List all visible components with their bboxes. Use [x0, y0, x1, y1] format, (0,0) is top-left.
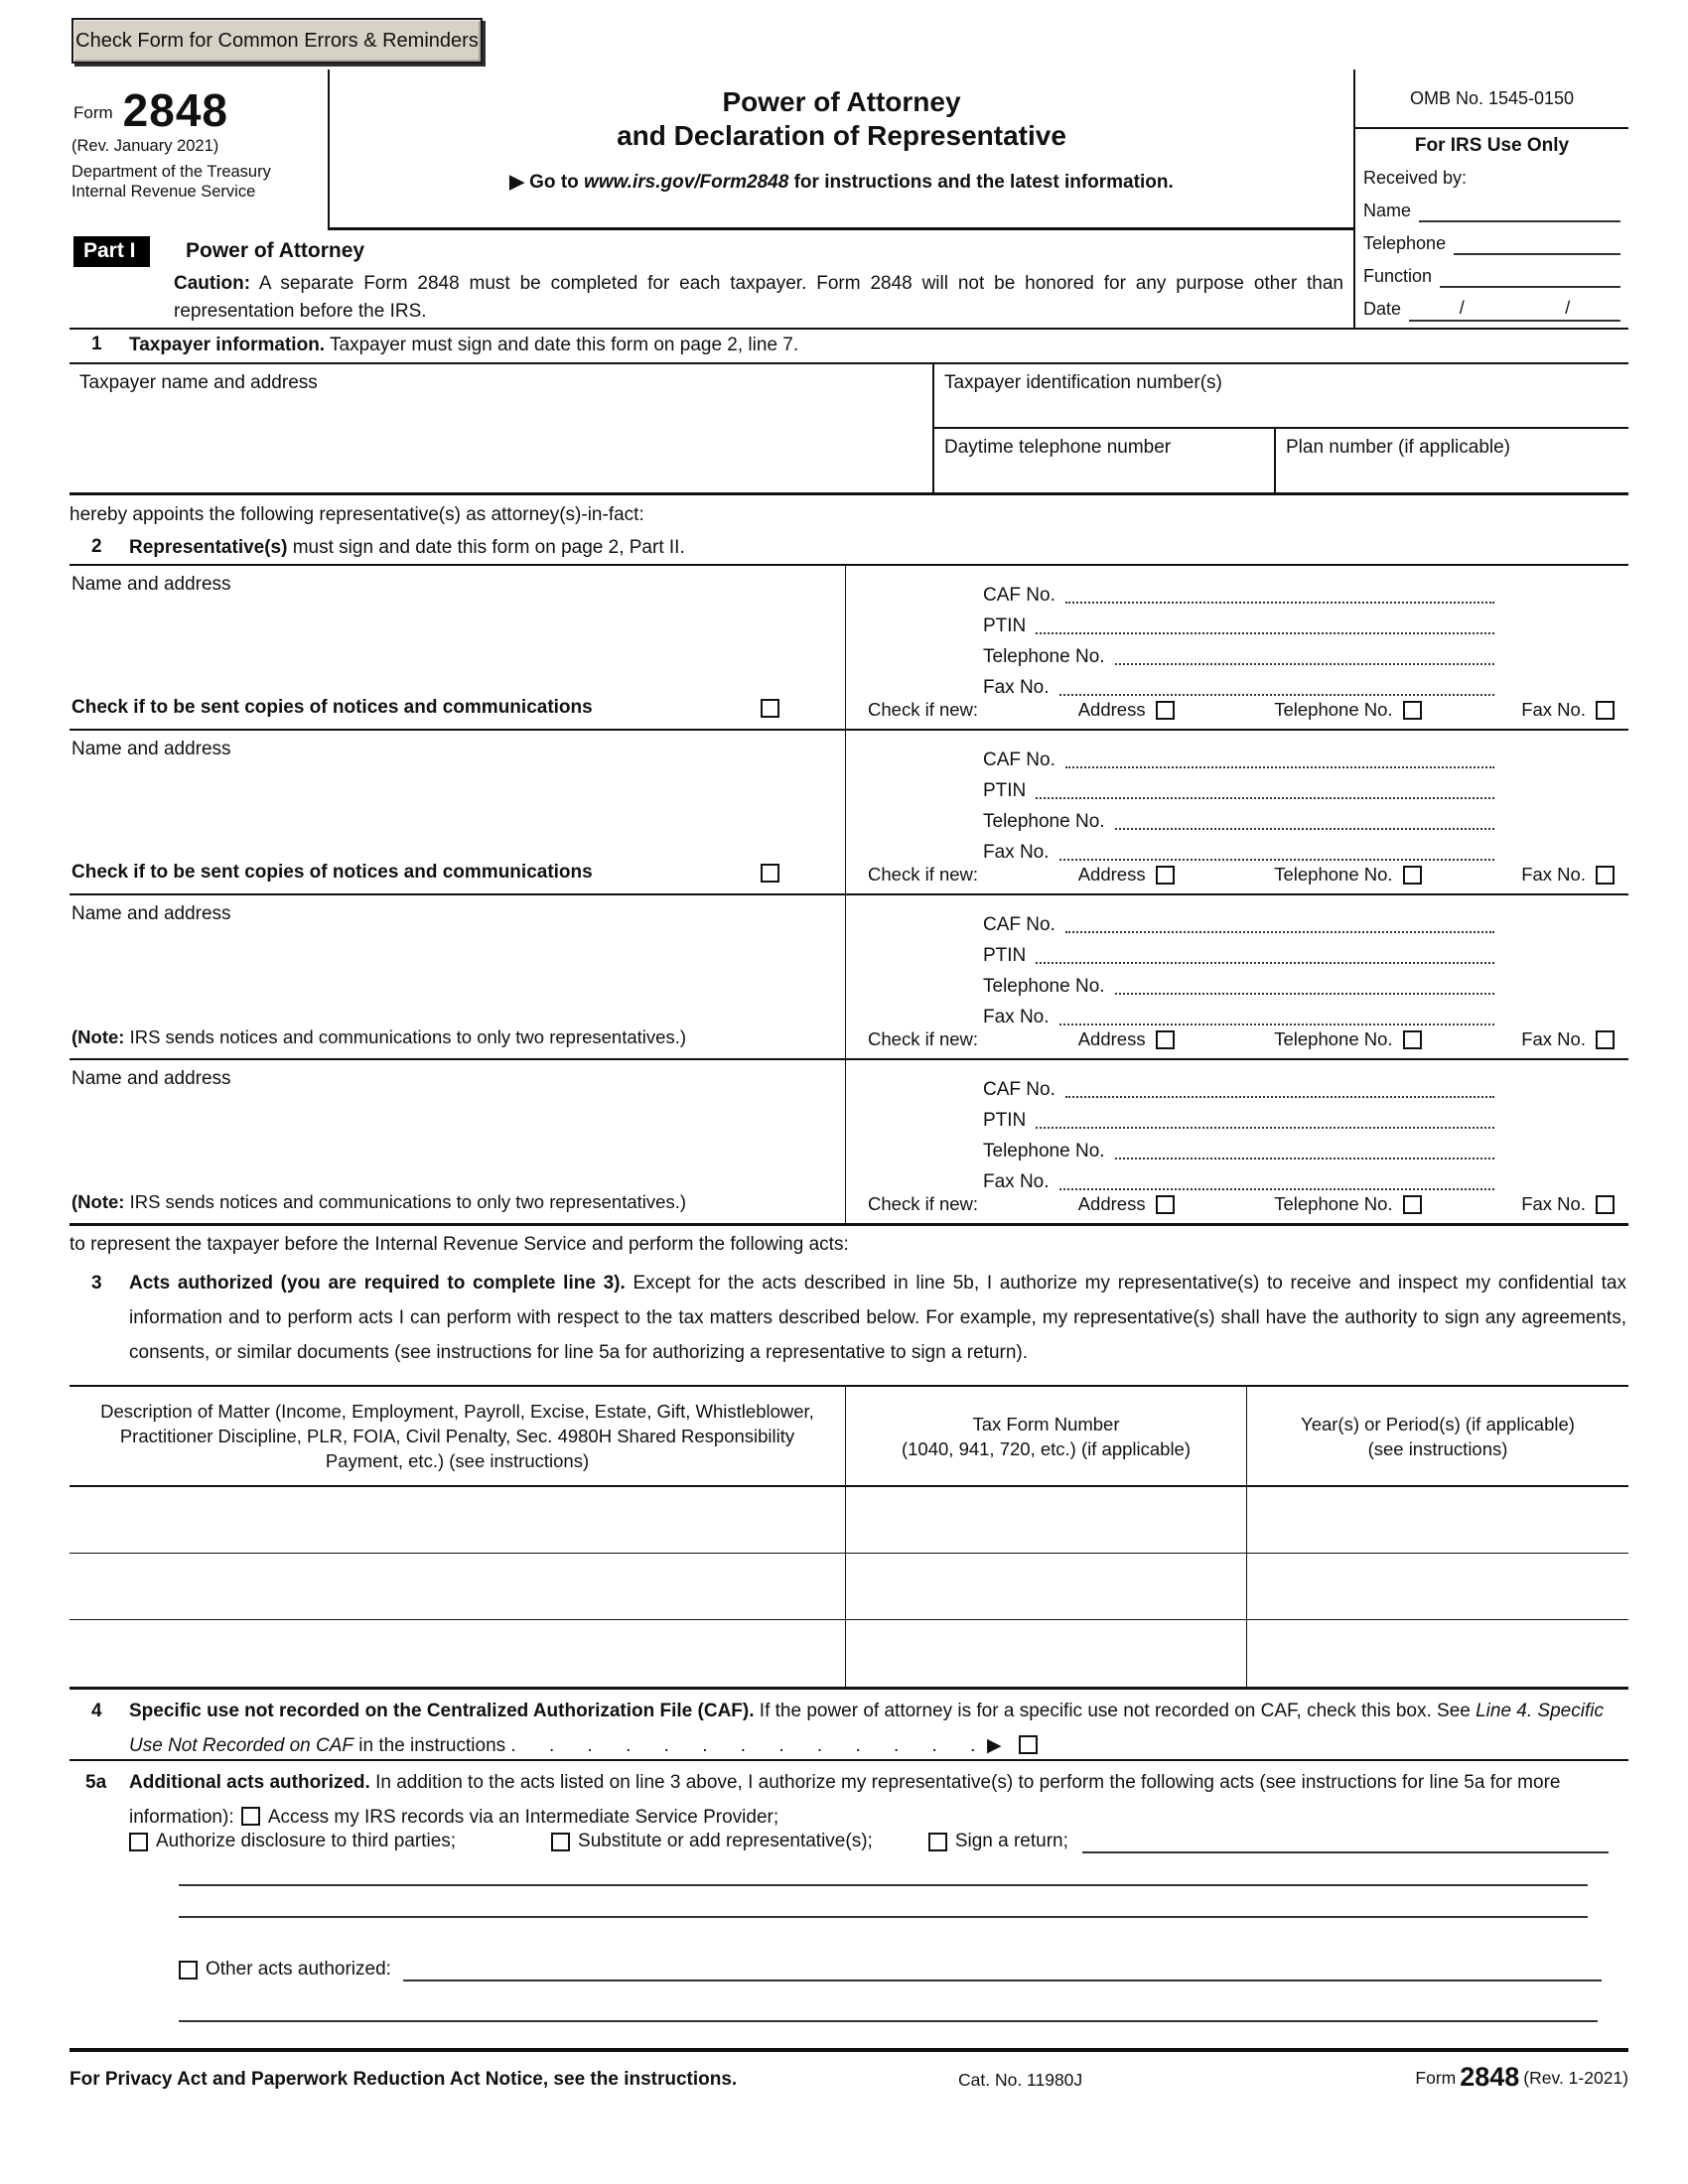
telephone-label: Telephone No.	[983, 646, 1105, 667]
form-title-line1: Power of Attorney	[722, 86, 961, 117]
sign-return-label: Sign a return;	[954, 1831, 1068, 1851]
caf-label: CAF No.	[983, 914, 1055, 935]
telephone-label: Telephone No.	[983, 811, 1105, 832]
other-acts-writein-line[interactable]	[179, 2020, 1598, 2022]
irs-name-label: Name	[1363, 201, 1412, 220]
new-telephone-checkbox[interactable]	[1403, 701, 1422, 720]
new-fax-checkbox[interactable]	[1596, 1030, 1615, 1049]
new-telephone-label: Telephone No.	[1274, 1193, 1393, 1214]
authorize-disclosure-label: Authorize disclosure to third parties;	[156, 1831, 457, 1851]
copies-label: Check if to be sent copies of notices and communications	[71, 862, 593, 883]
caf-field[interactable]	[1065, 931, 1494, 933]
line2-label: Representative(s)	[129, 537, 288, 558]
new-address-checkbox[interactable]	[1156, 1030, 1175, 1049]
specific-use-checkbox[interactable]	[1019, 1735, 1038, 1754]
check-form-errors-label: Check Form for Common Errors & Reminders	[75, 29, 479, 52]
footer-form-number: 2848	[1460, 2062, 1520, 2092]
description-of-matter-header: Description of Matter (Income, Employment, Payroll, Excise, Estate, Gift, Whistleblower, Practitioner Discipline, PLR, FOIA, Civil Penalty, Sec. 4980H Shared Responsibility Payment, etc.) (see instructions)	[70, 1387, 846, 1485]
check-if-new-label: Check if new:	[868, 864, 979, 885]
new-telephone-label: Telephone No.	[1274, 699, 1393, 720]
line4-text1: If the power of attorney is for a specific use not recorded on CAF, check this box. See	[754, 1701, 1477, 1721]
telephone-label: Telephone No.	[983, 976, 1105, 997]
representative-block-3	[70, 893, 1628, 1058]
line4-label: Specific use not recorded on the Centralized Authorization File (CAF).	[129, 1701, 755, 1721]
caution-text: A separate Form 2848 must be completed for each taxpayer. Form 2848 will not be honored for any purpose other than representation before the IRS.	[174, 273, 1343, 322]
years-cell[interactable]	[1247, 1554, 1628, 1619]
matter-cell[interactable]	[70, 1554, 846, 1619]
form-title-block	[330, 69, 1353, 230]
new-telephone-checkbox[interactable]	[1403, 866, 1422, 885]
telephone-field[interactable]	[1115, 828, 1494, 830]
check-if-new-label: Check if new:	[868, 1028, 979, 1049]
goto-text-post: for instructions and the latest information.	[788, 172, 1174, 193]
copies-checkbox[interactable]	[761, 864, 779, 883]
caution-label: Caution:	[174, 273, 251, 294]
fax-field[interactable]	[1059, 859, 1494, 861]
arrow-right-icon: ▶	[986, 1735, 1002, 1756]
representatives-section	[70, 564, 1628, 1226]
irs-telephone-field[interactable]	[1454, 233, 1620, 255]
other-acts-field[interactable]	[403, 1958, 1602, 1981]
access-records-checkbox[interactable]	[241, 1807, 260, 1826]
ptin-field[interactable]	[1036, 1127, 1494, 1129]
representative-block-1	[70, 564, 1628, 729]
form-word: Form	[73, 103, 113, 122]
representative-block-2	[70, 729, 1628, 893]
arrow-right-icon: ▶	[509, 172, 524, 193]
dept-irs: Internal Revenue Service	[71, 183, 256, 201]
daytime-phone-label: Daytime telephone number	[944, 437, 1172, 458]
note-label: (Note:	[71, 1191, 125, 1212]
new-telephone-checkbox[interactable]	[1403, 1030, 1422, 1049]
copies-label: Check if to be sent copies of notices and communications	[71, 697, 593, 718]
line1-row	[70, 334, 1628, 357]
represent-text: to represent the taxpayer before the Internal Revenue Service and perform the following acts:	[70, 1234, 849, 1255]
new-address-label: Address	[1077, 864, 1146, 885]
new-address-checkbox[interactable]	[1156, 866, 1175, 885]
irs-function-label: Function	[1363, 266, 1433, 286]
daytime-phone-cell[interactable]	[934, 429, 1276, 492]
line5a-number: 5a	[85, 1772, 107, 1793]
footer-revision: (Rev. 1-2021)	[1523, 2068, 1628, 2088]
caf-field[interactable]	[1065, 602, 1494, 604]
acts-table-row	[70, 1620, 1628, 1687]
line3-row	[70, 1266, 1628, 1370]
line5a-label: Additional acts authorized.	[129, 1772, 370, 1793]
footer-form-word: Form	[1415, 2068, 1457, 2088]
ptin-field[interactable]	[1036, 962, 1494, 964]
tax-form-cell[interactable]	[846, 1554, 1247, 1619]
new-fax-label: Fax No.	[1521, 1028, 1586, 1049]
taxpayer-name-address-label: Taxpayer name and address	[79, 372, 318, 393]
line4-row	[70, 1694, 1628, 1761]
rep-name-address-label: Name and address	[71, 574, 231, 595]
years-cell[interactable]	[1247, 1487, 1628, 1553]
line2-number: 2	[91, 536, 102, 557]
telephone-field[interactable]	[1115, 663, 1494, 665]
sign-return-checkbox[interactable]	[928, 1833, 947, 1851]
line4-number: 4	[91, 1701, 102, 1721]
irs-name-field[interactable]	[1419, 201, 1620, 222]
note-text: IRS sends notices and communications to only two representatives.)	[124, 1026, 686, 1047]
fax-field[interactable]	[1059, 694, 1494, 696]
new-telephone-checkbox[interactable]	[1403, 1195, 1422, 1214]
appoints-text: hereby appoints the following representative(s) as attorney(s)-in-fact:	[70, 504, 644, 525]
sign-return-field[interactable]	[1082, 1830, 1609, 1853]
tax-form-number-header: Tax Form Number (1040, 941, 720, etc.) (if applicable)	[846, 1387, 1247, 1485]
rep-name-address-label: Name and address	[71, 1068, 231, 1089]
rep-name-address-label: Name and address	[71, 903, 231, 924]
new-address-label: Address	[1077, 699, 1146, 720]
irs-function-field[interactable]	[1440, 266, 1620, 288]
taxpayer-id-cell[interactable]	[934, 364, 1628, 429]
form-number: 2848	[122, 84, 229, 136]
ptin-label: PTIN	[983, 615, 1027, 636]
goto-url: www.irs.gov/Form2848	[584, 172, 789, 193]
date-slash: /	[1565, 297, 1571, 318]
fax-label: Fax No.	[983, 1171, 1050, 1192]
check-if-new-label: Check if new:	[868, 1193, 979, 1214]
telephone-field[interactable]	[1115, 993, 1494, 995]
rep1-name-address-cell[interactable]	[70, 566, 846, 729]
telephone-label: Telephone No.	[983, 1141, 1105, 1161]
acts-table-row	[70, 1487, 1628, 1554]
authorize-disclosure-checkbox[interactable]	[129, 1833, 148, 1851]
privacy-notice: For Privacy Act and Paperwork Reduction Act Notice, see the instructions.	[70, 2069, 738, 2090]
form-number-block	[70, 69, 330, 230]
note-text: IRS sends notices and communications to only two representatives.)	[124, 1191, 686, 1212]
new-telephone-label: Telephone No.	[1274, 864, 1393, 885]
form-title-line2: and Declaration of Representative	[617, 120, 1066, 151]
access-records-label: Access my IRS records via an Intermediate Service Provider;	[267, 1807, 779, 1828]
line3-number: 3	[91, 1273, 102, 1294]
telephone-field[interactable]	[1115, 1158, 1494, 1160]
check-form-errors-button[interactable]	[71, 18, 483, 64]
new-address-checkbox[interactable]	[1156, 1195, 1175, 1214]
line4-text2: in the instructions	[353, 1735, 506, 1756]
line5a-row	[70, 1765, 1628, 1835]
form-header	[70, 69, 1628, 330]
line2-text: must sign and date this form on page 2, Part II.	[287, 537, 685, 558]
new-fax-label: Fax No.	[1521, 699, 1586, 720]
irs-use-only-title: For IRS Use Only	[1414, 134, 1570, 156]
line4-italic: Line 4. Specific Use Not Recorded on CAF	[129, 1701, 1604, 1756]
caf-field[interactable]	[1065, 1096, 1494, 1098]
part1-section-header	[70, 230, 1353, 328]
line3-label: Acts authorized (you are required to complete line 3).	[129, 1273, 626, 1294]
copies-checkbox[interactable]	[761, 699, 779, 718]
new-fax-label: Fax No.	[1521, 1193, 1586, 1214]
new-address-checkbox[interactable]	[1156, 701, 1175, 720]
rep2-name-address-cell[interactable]	[70, 731, 846, 893]
years-cell[interactable]	[1247, 1620, 1628, 1687]
ptin-label: PTIN	[983, 1110, 1027, 1131]
new-fax-checkbox[interactable]	[1596, 866, 1615, 885]
additional-acts-writein-line-1[interactable]	[179, 1884, 1588, 1886]
acts-table-row	[70, 1554, 1628, 1620]
note-label: (Note:	[71, 1026, 125, 1047]
line2-row	[70, 536, 1628, 560]
dept-treasury: Department of the Treasury	[71, 163, 271, 181]
tax-form-cell[interactable]	[846, 1620, 1247, 1687]
footer-rule	[70, 2048, 1628, 2052]
caf-field[interactable]	[1065, 766, 1494, 768]
fax-label: Fax No.	[983, 842, 1050, 863]
substitute-representative-checkbox[interactable]	[551, 1833, 570, 1851]
new-address-label: Address	[1077, 1028, 1146, 1049]
check-if-new-label: Check if new:	[868, 699, 979, 720]
new-fax-checkbox[interactable]	[1596, 1195, 1615, 1214]
ptin-field[interactable]	[1036, 632, 1494, 634]
fax-field[interactable]	[1059, 1024, 1494, 1025]
irs-date-label: Date	[1363, 299, 1402, 319]
additional-acts-writein-line-2[interactable]	[179, 1916, 1588, 1918]
plan-number-cell[interactable]	[1276, 429, 1628, 492]
line1-label: Taxpayer information.	[129, 335, 326, 355]
catalog-number: Cat. No. 11980J	[958, 2070, 1083, 2090]
part1-badge: Part I	[73, 236, 150, 267]
years-periods-header: Year(s) or Period(s) (if applicable) (see instructions)	[1301, 1413, 1575, 1459]
acts-authorized-table	[70, 1385, 1628, 1690]
line5a-options-row	[127, 1830, 1628, 1853]
irs-date-field[interactable]	[1409, 298, 1620, 322]
rep-name-address-label: Name and address	[71, 739, 231, 759]
new-fax-checkbox[interactable]	[1596, 701, 1615, 720]
line5a-text: In addition to the acts listed on line 3 above, I authorize my representative(s) to perform the following acts (see instructions for line 5a for more information):	[129, 1772, 1561, 1828]
taxpayer-name-address-cell[interactable]	[70, 364, 934, 492]
caf-label: CAF No.	[983, 585, 1055, 606]
ptin-label: PTIN	[983, 780, 1027, 801]
tax-form-cell[interactable]	[846, 1487, 1247, 1553]
irs-telephone-label: Telephone	[1363, 233, 1447, 253]
rep4-name-address-cell[interactable]	[70, 1060, 846, 1223]
ptin-label: PTIN	[983, 945, 1027, 966]
new-address-label: Address	[1077, 1193, 1146, 1214]
line1-text: Taxpayer must sign and date this form on page 2, line 7.	[325, 335, 799, 355]
fax-field[interactable]	[1059, 1188, 1494, 1190]
page-footer	[70, 2062, 1628, 2099]
caf-label: CAF No.	[983, 1079, 1055, 1100]
caf-label: CAF No.	[983, 750, 1055, 770]
other-acts-row	[179, 1958, 1602, 1981]
part1-title: Power of Attorney	[185, 239, 365, 262]
irs-use-only-box	[1353, 69, 1628, 328]
matter-cell[interactable]	[70, 1487, 846, 1553]
dot-leader: . . . . . . . . . . . . .	[510, 1735, 977, 1756]
form-revision: (Rev. January 2021)	[71, 137, 219, 155]
substitute-representative-label: Substitute or add representative(s);	[578, 1831, 873, 1851]
other-acts-label: Other acts authorized:	[206, 1959, 391, 1979]
ptin-field[interactable]	[1036, 797, 1494, 799]
fax-label: Fax No.	[983, 677, 1050, 698]
received-by-label: Received by:	[1363, 168, 1468, 188]
matter-cell[interactable]	[70, 1620, 846, 1687]
rep3-name-address-cell[interactable]	[70, 895, 846, 1058]
line1-number: 1	[91, 334, 102, 354]
goto-text: Go to	[529, 172, 585, 193]
representative-block-4	[70, 1058, 1628, 1223]
new-fax-label: Fax No.	[1521, 864, 1586, 885]
omb-number: OMB No. 1545-0150	[1355, 69, 1628, 129]
line3-text: Except for the acts described in line 5b, I authorize my representative(s) to receive and inspect my confidential tax information and to perform acts I can perform with respect to the tax matters described below. For example, my representative(s) shall have the authority to sign any agreements, consents, or similar documents (see instructions for line 5a for authorizing a representative to sign a return).	[129, 1273, 1626, 1363]
taxpayer-info-table	[70, 362, 1628, 495]
other-acts-checkbox[interactable]	[179, 1961, 198, 1979]
plan-number-label: Plan number (if applicable)	[1286, 437, 1511, 458]
fax-label: Fax No.	[983, 1007, 1050, 1027]
taxpayer-id-label: Taxpayer identification number(s)	[944, 372, 1222, 393]
new-telephone-label: Telephone No.	[1274, 1028, 1393, 1049]
date-slash: /	[1459, 297, 1465, 318]
